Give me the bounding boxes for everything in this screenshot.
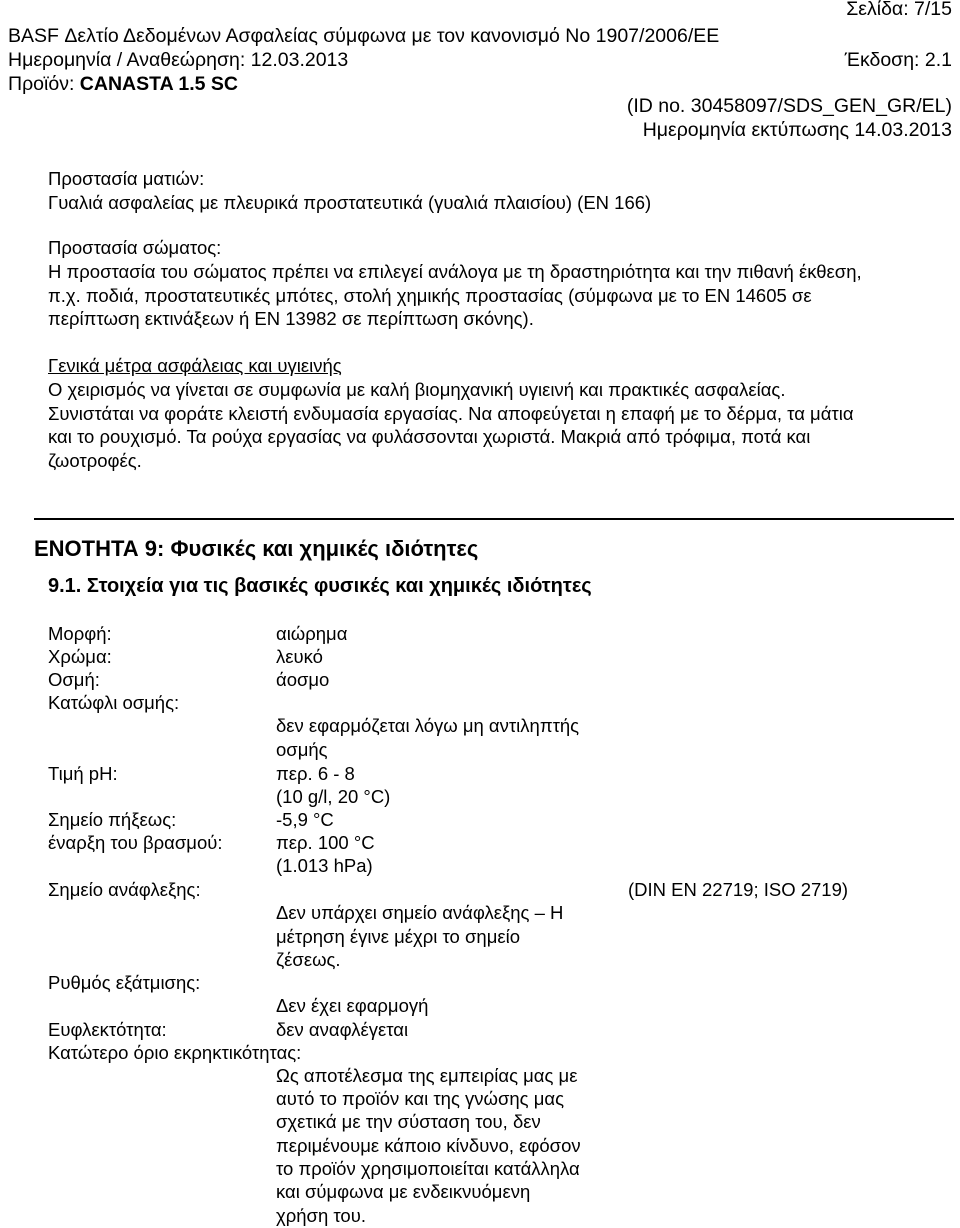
property-label: Κατώφλι οσμής: bbox=[48, 692, 180, 713]
product-name: CANASTA 1.5 SC bbox=[79, 73, 238, 95]
property-value: Δεν έχει εφαρμογή bbox=[276, 995, 429, 1016]
body-protection-line: Η προστασία του σώματος πρέπει να επιλεγεί ανάλογα με τη δραστηριότητα και την πιθανή έκθεση, bbox=[48, 261, 862, 282]
version: Έκδοση: 2.1 bbox=[844, 49, 952, 71]
property-value: περιμένουμε κάποιο κίνδυνο, εφόσον bbox=[276, 1135, 581, 1156]
property-label: Ευφλεκτότητα: bbox=[48, 1019, 167, 1040]
property-value: Δεν υπάρχει σημείο ανάφλεξης – Η bbox=[276, 902, 564, 923]
product-label: Προϊόν: bbox=[8, 73, 80, 95]
body-protection-line: π.χ. ποδιά, προστατευτικές μπότες, στολή χημικής προστασίας (σύμφωνα με το EN 14605 σε bbox=[48, 285, 812, 306]
property-label: Σημείο πήξεως: bbox=[48, 809, 177, 830]
body-protection-title: Προστασία σώματος: bbox=[48, 237, 222, 258]
document-title: BASF Δελτίο Δεδομένων Ασφαλείας σύμφωνα με τον κανονισμό No 1907/2006/ΕΕ bbox=[8, 25, 720, 47]
property-value: δεν εφαρμόζεται λόγω μη αντιληπτής bbox=[276, 715, 580, 736]
property-label: Ρυθμός εξάτμισης: bbox=[48, 972, 201, 993]
revision-date: Ημερομηνία / Αναθεώρηση: 12.03.2013 bbox=[8, 49, 349, 71]
property-label: έναρξη του βρασμού: bbox=[48, 832, 223, 853]
print-date: Ημερομηνία εκτύπωσης 14.03.2013 bbox=[642, 119, 952, 141]
property-value: το προϊόν χρησιμοποιείται κατάλληλα bbox=[276, 1158, 580, 1179]
body-protection-line: περίπτωση εκτινάξεων ή EN 13982 σε περίπτωση σκόνης). bbox=[48, 308, 534, 329]
eye-protection-title: Προστασία ματιών: bbox=[48, 168, 205, 189]
property-value: μέτρηση έγινε μέχρι το σημείο bbox=[276, 926, 520, 947]
page-number: Σελίδα: 7/15 bbox=[846, 0, 952, 20]
test-method: (DIN EN 22719; ISO 2719) bbox=[628, 879, 849, 900]
property-value: άοσμο bbox=[276, 669, 330, 690]
product-line bbox=[8, 75, 238, 95]
property-label: Μορφή: bbox=[48, 623, 112, 644]
property-value: -5,9 °C bbox=[276, 809, 334, 830]
property-value: (1.013 hPa) bbox=[276, 855, 373, 876]
property-value: αιώρημα bbox=[276, 623, 348, 644]
property-label: Κατώτερο όριο εκρηκτικότητας: bbox=[48, 1042, 302, 1063]
property-value: Ως αποτέλεσμα της εμπειρίας μας με bbox=[276, 1065, 578, 1086]
id-number: (ID no. 30458097/SDS_GEN_GR/EL) bbox=[626, 95, 952, 117]
eye-protection-text: Γυαλιά ασφαλείας με πλευρικά προστατευτικά (γυαλιά πλαισίου) (EN 166) bbox=[48, 192, 652, 213]
general-measures-line: και το ρουχισμό. Τα ρούχα εργασίας να φυλάσσονται χωριστά. Μακριά από τρόφιμα, ποτά και bbox=[48, 426, 811, 447]
property-value: περ. 100 °C bbox=[276, 832, 375, 853]
general-measures-line: ζωοτροφές. bbox=[48, 450, 142, 471]
general-measures-line: Ο χειρισμός να γίνεται σε συμφωνία με καλή βιομηχανική υγιεινή και πρακτικές ασφαλείας. bbox=[48, 379, 786, 400]
property-label: Σημείο ανάφλεξης: bbox=[48, 879, 201, 900]
property-label: Τιμή pH: bbox=[48, 763, 118, 784]
property-value: σχετικά με την σύσταση του, δεν bbox=[276, 1111, 541, 1132]
property-value: περ. 6 - 8 bbox=[276, 763, 355, 784]
general-measures-title: Γενικά μέτρα ασφάλειας και υγιεινής bbox=[48, 355, 342, 376]
property-value: αυτό το προϊόν και της γνώσης μας bbox=[276, 1088, 564, 1109]
section-divider bbox=[34, 518, 954, 520]
property-value: οσμής bbox=[276, 739, 328, 760]
property-value: (10 g/l, 20 °C) bbox=[276, 786, 391, 807]
property-label: Οσμή: bbox=[48, 669, 100, 690]
property-value: ζέσεως. bbox=[276, 949, 341, 970]
property-value: λευκό bbox=[276, 646, 323, 667]
section-title: ΕΝΟΤΗΤΑ 9: Φυσικές και χημικές ιδιότητες bbox=[34, 536, 479, 561]
general-measures-line: Συνιστάται να φοράτε κλειστή ενδυμασία εργασίας. Να αποφεύγεται η επαφή με το δέρμα, τα μάτια bbox=[48, 403, 854, 424]
subsection-title: 9.1. Στοιχεία για τις βασικές φυσικές και χημικές ιδιότητες bbox=[48, 575, 592, 597]
property-value: δεν αναφλέγεται bbox=[276, 1019, 409, 1040]
property-label: Χρώμα: bbox=[48, 646, 112, 667]
property-value: χρήση του. bbox=[276, 1205, 366, 1226]
property-value: και σύμφωνα με ενδεικνυόμενη bbox=[276, 1181, 531, 1202]
